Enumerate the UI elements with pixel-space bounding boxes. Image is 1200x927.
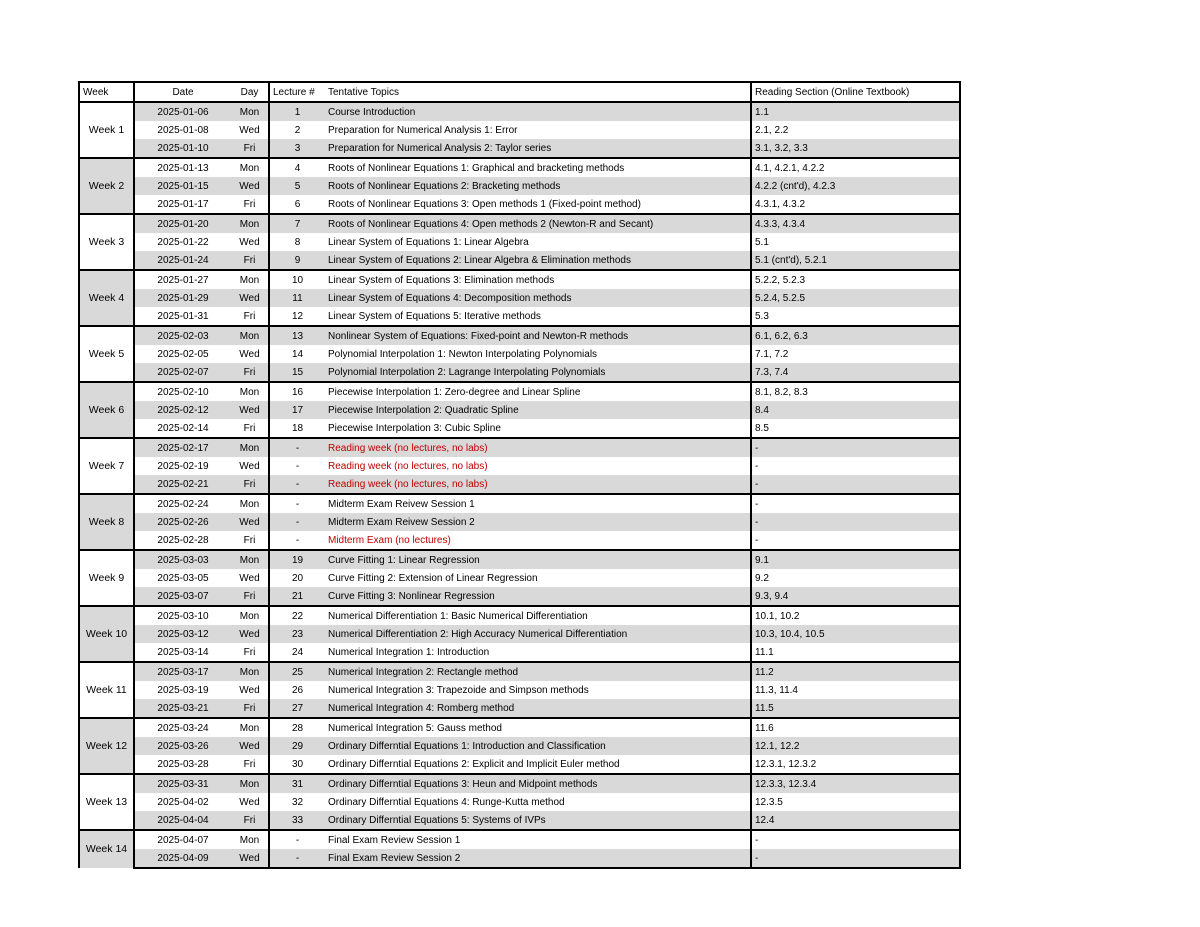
day-cell: Wed	[231, 625, 269, 643]
table-row	[79, 774, 960, 793]
table-row	[79, 662, 960, 681]
reading-section-cell: 10.1, 10.2	[751, 606, 960, 625]
date-cell: 2025-01-22	[157, 236, 209, 248]
date-cell: 2025-01-10	[134, 139, 231, 158]
day-cell: Fri	[231, 251, 269, 270]
table-row	[79, 755, 960, 774]
week-label: Week 1	[79, 102, 134, 158]
day-cell: Mon	[231, 270, 269, 289]
day-cell: Fri	[243, 534, 256, 546]
date-cell: 2025-02-05	[157, 348, 209, 360]
topic-cell: Linear System of Equations 4: Decomposition methods	[325, 289, 751, 307]
lecture-number-cell: 4	[269, 158, 325, 177]
date-cell: 2025-01-31	[157, 310, 209, 322]
lecture-number-cell: 9	[269, 251, 325, 270]
topic-cell: Ordinary Differntial Equations 1: Introduction and Classification	[325, 737, 751, 755]
date-cell: 2025-02-07	[134, 363, 231, 382]
reading-section-cell: 5.2.2, 5.2.3	[751, 270, 960, 289]
week-label: Week 11	[79, 662, 134, 718]
week-label: Week 3	[79, 214, 134, 270]
table-row	[79, 270, 960, 289]
lecture-number-cell: 27	[269, 699, 325, 718]
lecture-number-cell: 32	[269, 793, 325, 811]
reading-section-cell: 4.2.2 (cnt'd), 4.2.3	[751, 177, 960, 195]
reading-section-cell: 7.3, 7.4	[751, 363, 960, 382]
header-lecture: Lecture #	[269, 82, 325, 102]
day-cell: Mon	[231, 102, 269, 121]
topic-cell: Polynomial Interpolation 2: Lagrange Interpolating Polynomials	[325, 363, 751, 382]
lecture-number-cell: 31	[269, 774, 325, 793]
date-cell: 2025-03-07	[134, 587, 231, 606]
day-cell: Wed	[231, 513, 269, 531]
day-cell: Fri	[243, 646, 256, 658]
table-row	[79, 681, 960, 699]
date-cell: 2025-01-06	[134, 102, 231, 121]
topic-cell: Polynomial Interpolation 1: Newton Interpolating Polynomials	[328, 348, 598, 360]
table-row	[79, 233, 960, 251]
table-row	[79, 569, 960, 587]
lecture-number-cell: 13	[269, 326, 325, 345]
topic-cell: Final Exam Review Session 2	[325, 849, 751, 868]
lecture-number-cell: 6	[269, 195, 325, 214]
date-cell: 2025-02-24	[134, 494, 231, 513]
date-cell: 2025-03-26	[134, 737, 231, 755]
table-row	[79, 307, 960, 326]
table-row	[79, 793, 960, 811]
day-cell: Fri	[243, 758, 256, 770]
reading-section-cell: 12.3.5	[751, 793, 960, 811]
day-cell: Wed	[239, 236, 260, 248]
lecture-number-cell: -	[269, 531, 325, 550]
reading-section-cell: 12.3.1, 12.3.2	[751, 755, 960, 774]
week-label: Week 6	[79, 382, 134, 438]
week-label: Week 14	[79, 830, 134, 868]
day-cell: Wed	[231, 289, 269, 307]
day-cell: Mon	[231, 326, 269, 345]
reading-section-cell: 5.1	[751, 233, 960, 251]
date-cell: 2025-03-19	[157, 684, 209, 696]
table-row	[79, 139, 960, 158]
reading-section-cell: 11.6	[751, 718, 960, 737]
table-row	[79, 643, 960, 662]
reading-section-cell: 11.3, 11.4	[751, 681, 960, 699]
topic-cell: Midterm Exam Reivew Session 1	[325, 494, 751, 513]
table-row	[79, 401, 960, 419]
date-cell: 2025-02-03	[134, 326, 231, 345]
date-cell: 2025-02-10	[134, 382, 231, 401]
date-cell: 2025-02-12	[134, 401, 231, 419]
table-row	[79, 606, 960, 625]
date-cell: 2025-01-15	[134, 177, 231, 195]
table-row	[79, 251, 960, 270]
reading-section-cell: 1.1	[751, 102, 960, 121]
lecture-number-cell: -	[269, 513, 325, 531]
reading-section-cell: 12.4	[751, 811, 960, 830]
topic-cell: Roots of Nonlinear Equations 3: Open methods 1 (Fixed-point method)	[328, 198, 641, 210]
table-row	[79, 345, 960, 363]
day-cell: Wed	[239, 460, 260, 472]
lecture-number-cell: 33	[269, 811, 325, 830]
reading-section-cell: 9.1	[751, 550, 960, 569]
table-row	[79, 363, 960, 382]
topic-cell: Nonlinear System of Equations: Fixed-point and Newton-R methods	[325, 326, 751, 345]
day-cell: Wed	[231, 401, 269, 419]
topic-cell: Numerical Integration 1: Introduction	[328, 646, 490, 658]
date-cell: 2025-01-27	[134, 270, 231, 289]
lecture-number-cell: -	[269, 438, 325, 457]
week-label: Week 9	[79, 550, 134, 606]
reading-section-cell: 4.3.3, 4.3.4	[751, 214, 960, 233]
topic-cell: Numerical Differentiation 1: Basic Numerical Differentiation	[325, 606, 751, 625]
topic-cell: Course Introduction	[325, 102, 751, 121]
lecture-number-cell: -	[269, 494, 325, 513]
topic-cell: Reading week (no lectures, no labs)	[328, 460, 488, 472]
table-row	[79, 326, 960, 345]
reading-section-cell: 10.3, 10.4, 10.5	[751, 625, 960, 643]
date-cell: 2025-01-20	[134, 214, 231, 233]
reading-section-cell: 8.1, 8.2, 8.3	[751, 382, 960, 401]
table-row	[79, 121, 960, 139]
day-cell: Mon	[231, 550, 269, 569]
table-row	[79, 513, 960, 531]
reading-section-cell: 3.1, 3.2, 3.3	[751, 139, 960, 158]
date-cell: 2025-03-14	[157, 646, 209, 658]
week-label: Week 12	[79, 718, 134, 774]
topic-cell: Numerical Integration 3: Trapezoide and Simpson methods	[328, 684, 589, 696]
reading-section-cell: -	[751, 494, 960, 513]
day-cell: Fri	[231, 363, 269, 382]
date-cell: 2025-02-21	[134, 475, 231, 494]
reading-section-cell: 8.4	[751, 401, 960, 419]
lecture-number-cell: 21	[269, 587, 325, 606]
week-label: Week 8	[79, 494, 134, 550]
lecture-number-cell: 12	[269, 307, 325, 326]
topic-cell: Ordinary Differntial Equations 3: Heun and Midpoint methods	[325, 774, 751, 793]
day-cell: Mon	[231, 382, 269, 401]
schedule-body	[79, 102, 960, 868]
header-week: Week	[79, 82, 134, 102]
day-cell: Fri	[243, 310, 256, 322]
lecture-number-cell: 26	[269, 681, 325, 699]
lecture-number-cell: 1	[269, 102, 325, 121]
lecture-number-cell: -	[269, 457, 325, 475]
day-cell: Mon	[231, 606, 269, 625]
reading-section-cell: -	[751, 830, 960, 849]
lecture-number-cell: 30	[269, 755, 325, 774]
reading-section-cell: 11.2	[751, 662, 960, 681]
day-cell: Mon	[231, 718, 269, 737]
table-row	[79, 587, 960, 606]
header-day: Day	[231, 82, 269, 102]
course-schedule-table	[78, 81, 961, 869]
day-cell: Mon	[231, 438, 269, 457]
week-label: Week 13	[79, 774, 134, 830]
reading-section-cell: -	[751, 475, 960, 494]
table-row	[79, 214, 960, 233]
date-cell: 2025-02-14	[157, 422, 209, 434]
date-cell: 2025-04-09	[134, 849, 231, 868]
date-cell: 2025-03-17	[134, 662, 231, 681]
week-label: Week 10	[79, 606, 134, 662]
date-cell: 2025-03-12	[134, 625, 231, 643]
day-cell: Mon	[231, 774, 269, 793]
topic-cell: Piecewise Interpolation 3: Cubic Spline	[328, 422, 501, 434]
day-cell: Wed	[239, 124, 260, 136]
date-cell: 2025-03-10	[134, 606, 231, 625]
topic-cell: Ordinary Differntial Equations 4: Runge-Kutta method	[328, 796, 565, 808]
reading-section-cell: 9.3, 9.4	[751, 587, 960, 606]
reading-section-cell: -	[751, 457, 960, 475]
topic-cell: Final Exam Review Session 1	[325, 830, 751, 849]
table-row	[79, 289, 960, 307]
date-cell: 2025-01-17	[157, 198, 209, 210]
day-cell: Fri	[243, 198, 256, 210]
lecture-number-cell: 25	[269, 662, 325, 681]
date-cell: 2025-04-02	[157, 796, 209, 808]
lecture-number-cell: 23	[269, 625, 325, 643]
lecture-number-cell: 8	[269, 233, 325, 251]
date-cell: 2025-03-03	[134, 550, 231, 569]
day-cell: Fri	[243, 422, 256, 434]
lecture-number-cell: 29	[269, 737, 325, 755]
table-row	[79, 830, 960, 849]
header-reading: Reading Section (Online Textbook)	[751, 82, 960, 102]
lecture-number-cell: 24	[269, 643, 325, 662]
topic-cell: Midterm Exam (no lectures)	[328, 534, 451, 546]
week-label: Week 5	[79, 326, 134, 382]
day-cell: Wed	[231, 849, 269, 868]
topic-cell: Reading week (no lectures, no labs)	[325, 475, 751, 494]
date-cell: 2025-01-24	[134, 251, 231, 270]
reading-section-cell: 2.1, 2.2	[751, 121, 960, 139]
topic-cell: Numerical Integration 2: Rectangle method	[325, 662, 751, 681]
day-cell: Fri	[231, 699, 269, 718]
lecture-number-cell: 16	[269, 382, 325, 401]
lecture-number-cell: 18	[269, 419, 325, 438]
date-cell: 2025-03-28	[157, 758, 209, 770]
day-cell: Wed	[231, 737, 269, 755]
topic-cell: Roots of Nonlinear Equations 2: Bracketing methods	[325, 177, 751, 195]
date-cell: 2025-03-05	[157, 572, 209, 584]
date-cell: 2025-02-26	[134, 513, 231, 531]
lecture-number-cell: -	[269, 830, 325, 849]
lecture-number-cell: 28	[269, 718, 325, 737]
topic-cell: Curve Fitting 3: Nonlinear Regression	[325, 587, 751, 606]
table-row	[79, 550, 960, 569]
day-cell: Mon	[231, 494, 269, 513]
table-row	[79, 699, 960, 718]
topic-cell: Numerical Integration 5: Gauss method	[325, 718, 751, 737]
reading-section-cell: -	[751, 531, 960, 550]
reading-section-cell: 5.2.4, 5.2.5	[751, 289, 960, 307]
topic-cell: Roots of Nonlinear Equations 1: Graphical and bracketing methods	[325, 158, 751, 177]
lecture-number-cell: 20	[269, 569, 325, 587]
topic-cell: Piecewise Interpolation 1: Zero-degree and Linear Spline	[325, 382, 751, 401]
date-cell: 2025-01-08	[157, 124, 209, 136]
date-cell: 2025-02-17	[134, 438, 231, 457]
header-date: Date	[134, 82, 231, 102]
lecture-number-cell: 5	[269, 177, 325, 195]
date-cell: 2025-02-28	[157, 534, 209, 546]
topic-cell: Linear System of Equations 2: Linear Algebra & Elimination methods	[325, 251, 751, 270]
table-row	[79, 419, 960, 438]
topic-cell: Ordinary Differntial Equations 5: Systems of IVPs	[325, 811, 751, 830]
date-cell: 2025-04-04	[134, 811, 231, 830]
lecture-number-cell: 3	[269, 139, 325, 158]
topic-cell: Preparation for Numerical Analysis 2: Taylor series	[325, 139, 751, 158]
date-cell: 2025-03-21	[134, 699, 231, 718]
day-cell: Mon	[231, 158, 269, 177]
topic-cell: Numerical Differentiation 2: High Accuracy Numerical Differentiation	[325, 625, 751, 643]
reading-section-cell: 6.1, 6.2, 6.3	[751, 326, 960, 345]
reading-section-cell: 5.1 (cnt'd), 5.2.1	[751, 251, 960, 270]
lecture-number-cell: -	[269, 849, 325, 868]
table-row	[79, 158, 960, 177]
day-cell: Mon	[231, 214, 269, 233]
day-cell: Mon	[231, 662, 269, 681]
date-cell: 2025-01-13	[134, 158, 231, 177]
reading-section-cell: 4.3.1, 4.3.2	[751, 195, 960, 214]
date-cell: 2025-02-19	[157, 460, 209, 472]
header-topics: Tentative Topics	[325, 82, 751, 102]
lecture-number-cell: 17	[269, 401, 325, 419]
reading-section-cell: -	[751, 513, 960, 531]
reading-section-cell: 7.1, 7.2	[751, 345, 960, 363]
topic-cell: Numerical Integration 4: Romberg method	[325, 699, 751, 718]
lecture-number-cell: 10	[269, 270, 325, 289]
day-cell: Wed	[239, 572, 260, 584]
day-cell: Wed	[231, 177, 269, 195]
lecture-number-cell: 7	[269, 214, 325, 233]
lecture-number-cell: -	[269, 475, 325, 494]
table-row	[79, 457, 960, 475]
table-row	[79, 177, 960, 195]
week-label: Week 2	[79, 158, 134, 214]
reading-section-cell: 9.2	[751, 569, 960, 587]
table-row	[79, 195, 960, 214]
reading-section-cell: 11.1	[751, 643, 960, 662]
date-cell: 2025-03-31	[134, 774, 231, 793]
date-cell: 2025-01-29	[134, 289, 231, 307]
lecture-number-cell: 15	[269, 363, 325, 382]
week-label: Week 4	[79, 270, 134, 326]
day-cell: Wed	[239, 348, 260, 360]
topic-cell: Linear System of Equations 5: Iterative methods	[328, 310, 541, 322]
date-cell: 2025-03-24	[134, 718, 231, 737]
day-cell: Fri	[231, 587, 269, 606]
topic-cell: Preparation for Numerical Analysis 1: Error	[328, 124, 518, 136]
table-row	[79, 494, 960, 513]
day-cell: Mon	[231, 830, 269, 849]
header-row	[79, 82, 960, 102]
table-row	[79, 102, 960, 121]
reading-section-cell: 5.3	[751, 307, 960, 326]
reading-section-cell: -	[751, 849, 960, 868]
day-cell: Fri	[231, 475, 269, 494]
table-row	[79, 531, 960, 550]
reading-section-cell: 12.3.3, 12.3.4	[751, 774, 960, 793]
week-label: Week 7	[79, 438, 134, 494]
lecture-number-cell: 11	[269, 289, 325, 307]
topic-cell: Curve Fitting 1: Linear Regression	[325, 550, 751, 569]
table-row	[79, 718, 960, 737]
table-row	[79, 382, 960, 401]
topic-cell: Ordinary Differntial Equations 2: Explicit and Implicit Euler method	[328, 758, 620, 770]
table-row	[79, 438, 960, 457]
day-cell: Fri	[231, 811, 269, 830]
reading-section-cell: -	[751, 438, 960, 457]
topic-cell: Roots of Nonlinear Equations 4: Open methods 2 (Newton-R and Secant)	[325, 214, 751, 233]
table-row	[79, 737, 960, 755]
lecture-number-cell: 14	[269, 345, 325, 363]
reading-section-cell: 11.5	[751, 699, 960, 718]
day-cell: Wed	[239, 684, 260, 696]
table-row	[79, 811, 960, 830]
date-cell: 2025-04-07	[134, 830, 231, 849]
topic-cell: Piecewise Interpolation 2: Quadratic Spline	[325, 401, 751, 419]
topic-cell: Midterm Exam Reivew Session 2	[325, 513, 751, 531]
reading-section-cell: 12.1, 12.2	[751, 737, 960, 755]
lecture-number-cell: 2	[269, 121, 325, 139]
topic-cell: Reading week (no lectures, no labs)	[325, 438, 751, 457]
topic-cell: Linear System of Equations 3: Elimination methods	[325, 270, 751, 289]
reading-section-cell: 8.5	[751, 419, 960, 438]
reading-section-cell: 4.1, 4.2.1, 4.2.2	[751, 158, 960, 177]
topic-cell: Linear System of Equations 1: Linear Algebra	[328, 236, 529, 248]
lecture-number-cell: 19	[269, 550, 325, 569]
day-cell: Fri	[231, 139, 269, 158]
table-row	[79, 475, 960, 494]
topic-cell: Curve Fitting 2: Extension of Linear Regression	[328, 572, 538, 584]
lecture-number-cell: 22	[269, 606, 325, 625]
table-row	[79, 625, 960, 643]
table-row	[79, 849, 960, 868]
day-cell: Wed	[239, 796, 260, 808]
